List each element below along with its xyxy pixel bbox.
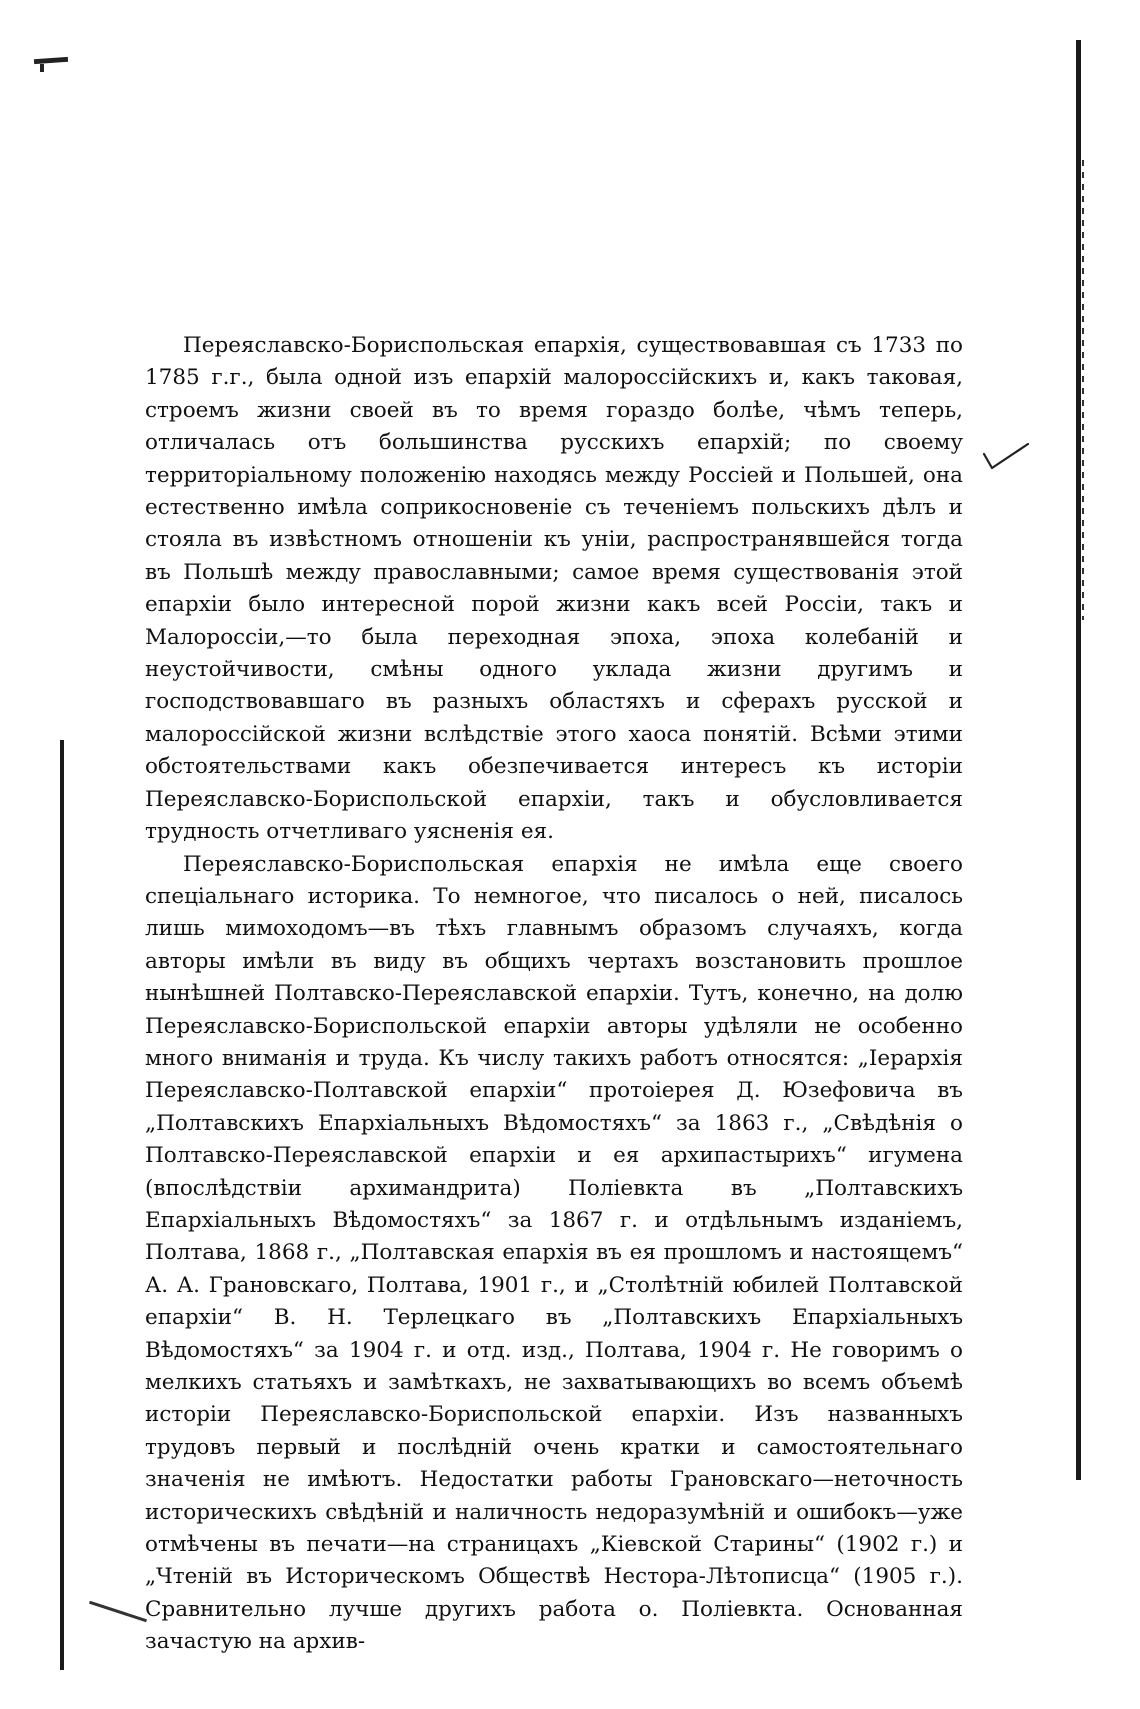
scan-bottom-scribble: [89, 1601, 147, 1622]
paragraph-1: Переяславско-Бориспольская епархія, существовавшая съ 1733 по 1785 г.г., была одной изъ епархій малороссійскихъ и, какъ таковая, строемъ жизни своей въ то время гораздо болѣе, чѣмъ теперь, отличалась отъ большинства русскихъ епархій; по своему территоріальному положенію находясь между Россіей и Польшей, она естественно имѣла соприкосновеніе съ теченіемъ польскихъ дѣлъ и стояла въ извѣстномъ отношеніи къ уніи, распространявшейся тогда въ Польшѣ между православными; самое время существованія этой епархіи было интересной порой жизни какъ всей Россіи, такъ и Малороссіи,—то была переходная эпоха, эпоха колебаній и неустойчивости, смѣны одного уклада жизни другимъ и господствовавшаго въ разныхъ областяхъ и сферахъ русской и малороссійской жизни вслѣдствіе этого хаоса понятій. Всѣми этими обстоятельствами какъ обезпечивается интересъ къ исторіи Переяславско-Бориспольской епархіи, такъ и обусловливается трудность отчетливаго уясненія ея.: [145, 333, 963, 845]
scan-right-edge-dashes: [1082, 160, 1084, 620]
scan-left-edge-line: [60, 740, 64, 1670]
body-text: [145, 330, 963, 1659]
scan-corner-mark: [34, 57, 68, 64]
paragraph-2: Переяславско-Бориспольская епархія не имѣла еще своего спеціальнаго историка. То немногое, что писалось о ней, писалось лишь мимоходомъ—въ тѣхъ главнымъ образомъ случаяхъ, когда авторы имѣли въ виду въ общихъ чертахъ возстановить прошлое нынѣшней Полтавско-Переяславской епархіи. Тутъ, конечно, на долю Переяславско-Бориспольской епархіи авторы удѣляли не особенно много вниманія и труда. Къ числу такихъ работъ относятся: „Іерархія Переяславско-Полтавской епархіи“ протоіерея Д. Юзефовича въ „Полтавскихъ Епархіальныхъ Вѣдомостяхъ“ за 1863 г., „Свѣдѣнія о Полтавско-Переяславской епархіи и ея архипастырихъ“ игумена (впослѣдствіи архимандрита) Поліевкта въ „Полтавскихъ Епархіальныхъ Вѣдомостяхъ“ за 1867 г. и отдѣльнымъ изданіемъ, Полтава, 1868 г., „Полтавская епархія въ ея прошломъ и настоящемъ“ А. А. Грановскаго, Полтава, 1901 г., и „Столѣтній юбилей Полтавской епархіи“ В. Н. Терлецкаго въ „Полтавскихъ Епархіальныхъ Вѣдомостяхъ“ за 1904 г. и отд. изд., Полтава, 1904 г. Не говоримъ о мелкихъ статьяхъ и замѣткахъ, не захватывающихъ во всемъ объемѣ исторіи Переяславско-Бориспольской епархіи. Изъ названныхъ трудовъ первый и послѣдній очень кратки и самостоятельнаго значенія не имѣютъ. Недостатки работы Грановскаго—неточность историческихъ свѣдѣній и наличность недоразумѣній и ошибокъ—уже отмѣчены въ печати—на страницахъ „Кіевской Старины“ (1902 г.) и „Чтеній въ Историческомъ Обществѣ Нестора-Лѣтописца“ (1905 г.). Сравнительно лучше другихъ работа о. Поліевкта. Основанная зачастую на архив-: [145, 851, 963, 1655]
margin-checkmark-icon: [982, 440, 1030, 474]
scan-corner-mark-tick: [40, 64, 44, 72]
scan-right-edge-line: [1076, 40, 1081, 1480]
